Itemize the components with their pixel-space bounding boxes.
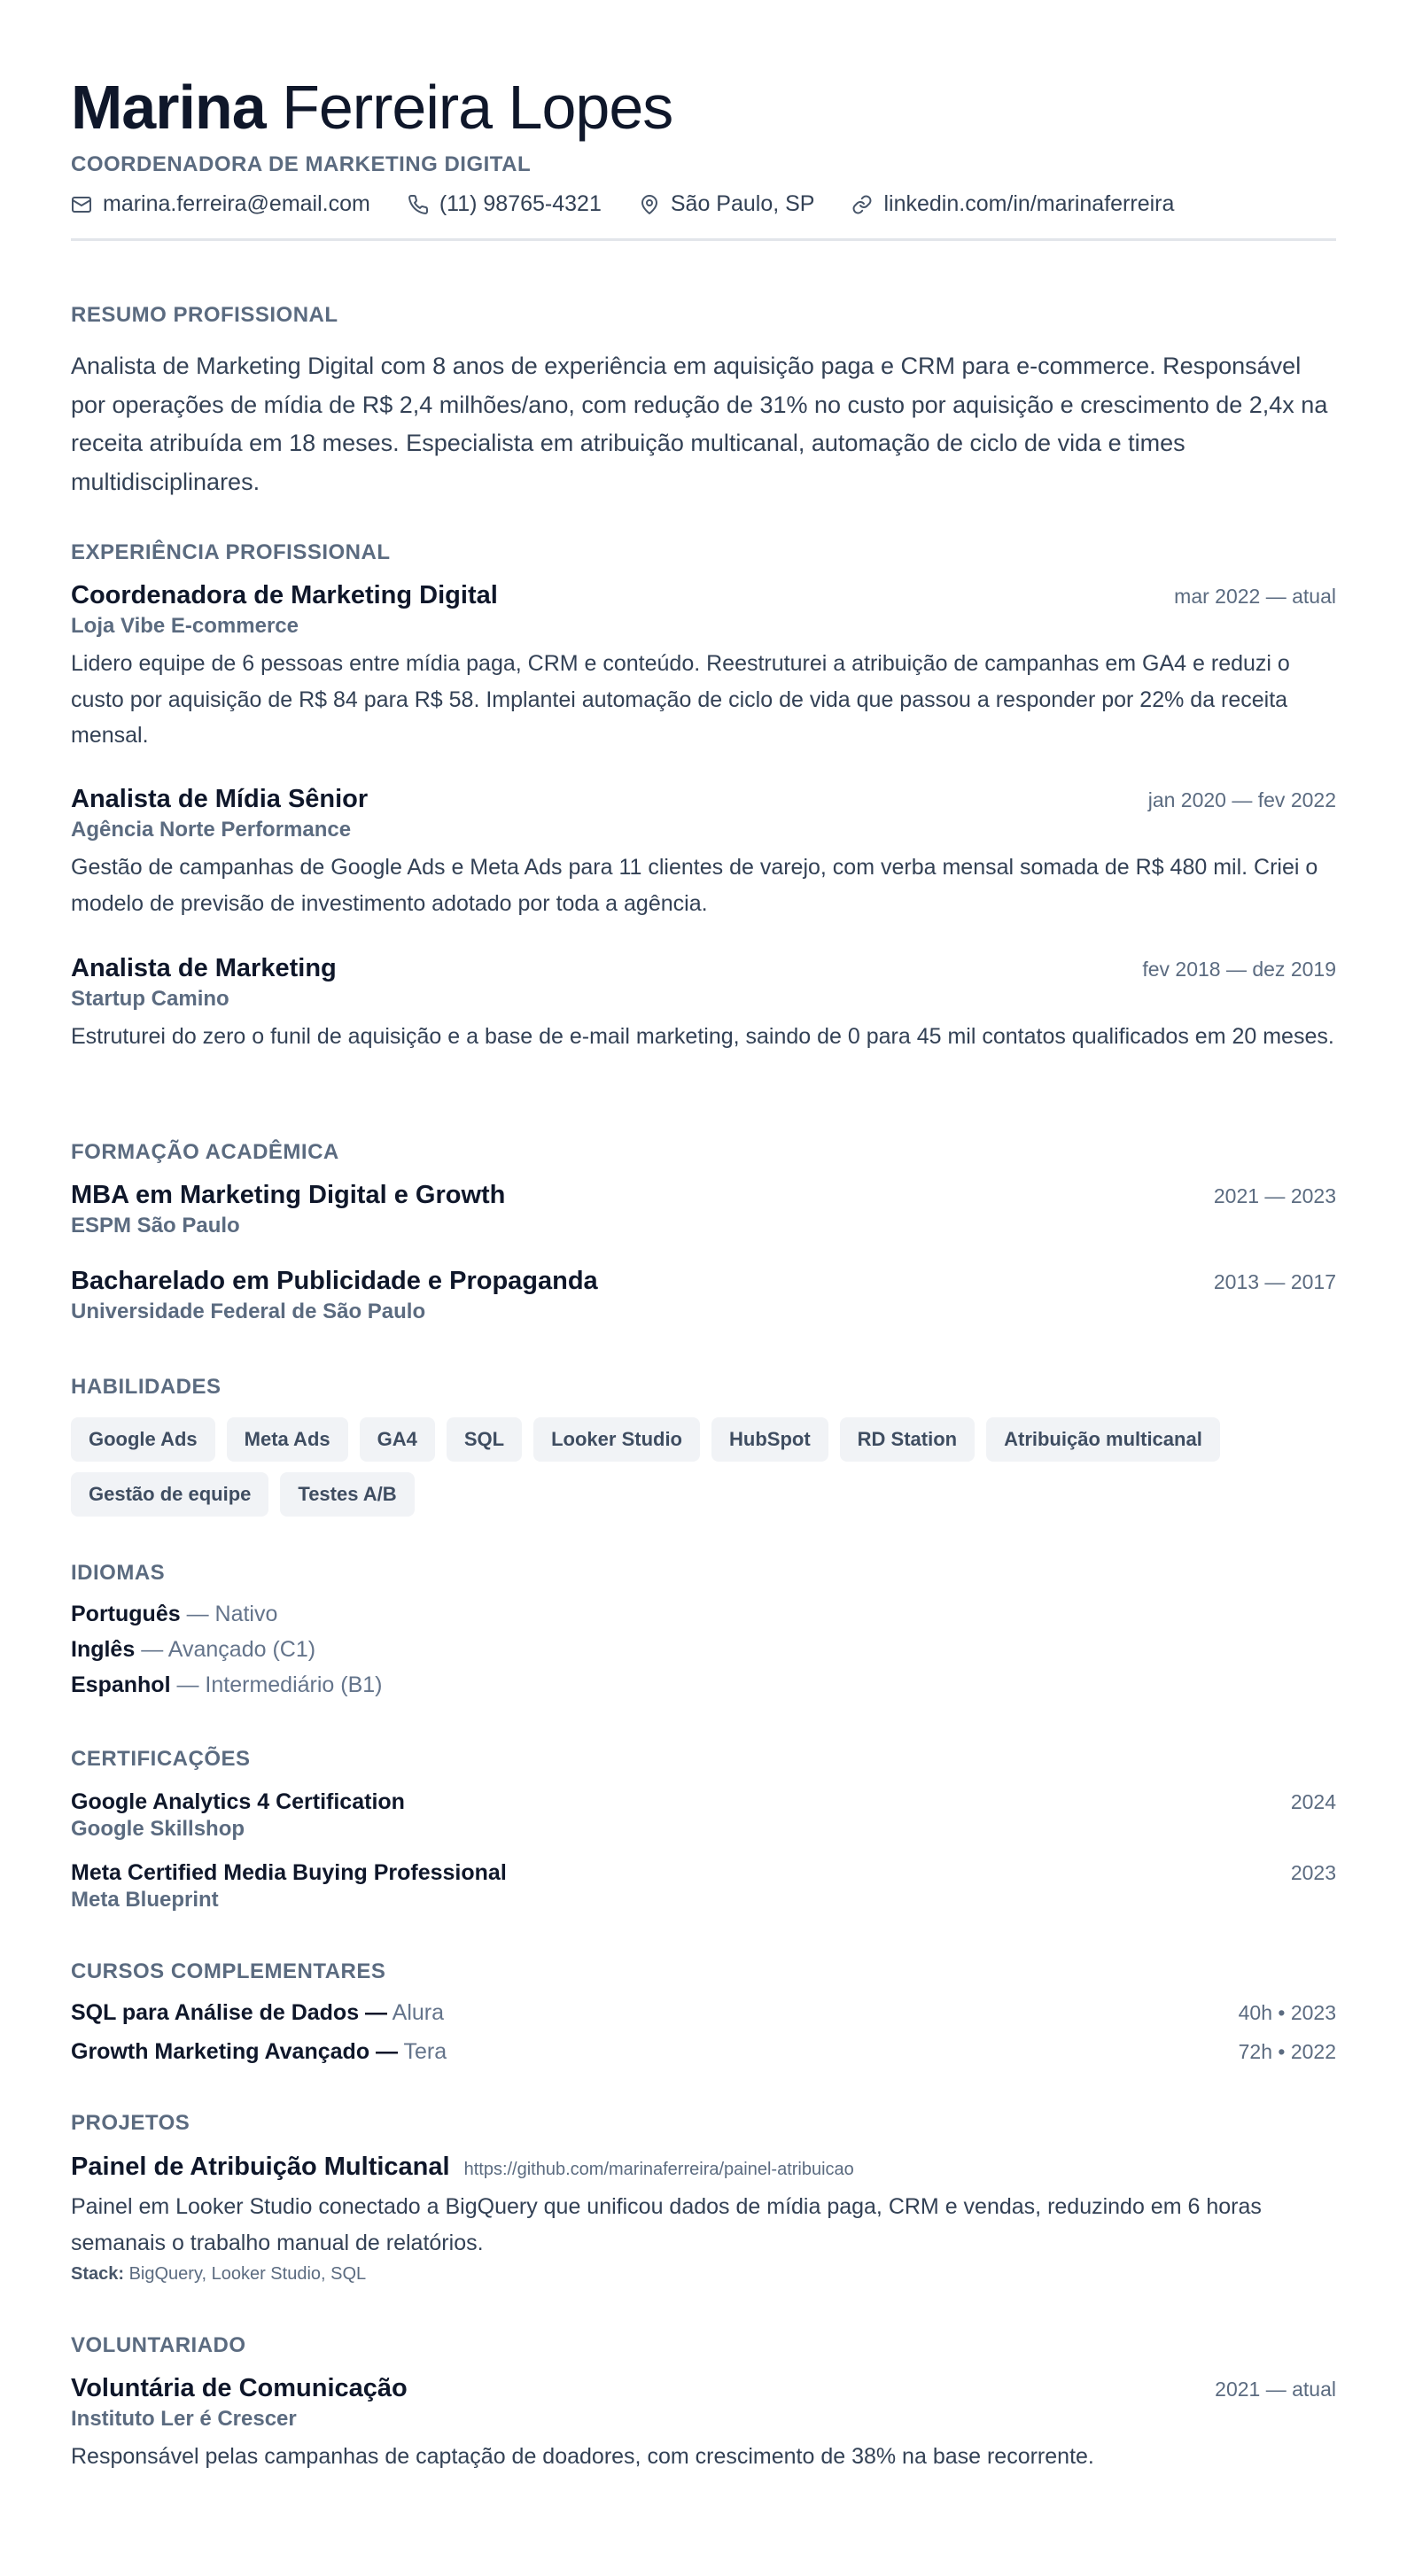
- experience-section: [71, 540, 1336, 565]
- certifications-heading: CERTIFICAÇÕES: [71, 1747, 251, 1771]
- experience-item: [71, 954, 1336, 1055]
- job-description: Gestão de campanhas de Google Ads e Meta Ads para 11 clientes de varejo, com verba mensal somada de R$ 480 mil. Criei o modelo de previsão de investimento adotado por toda a agência.: [71, 855, 1318, 916]
- course-provider: Alura: [392, 2000, 445, 2025]
- contact-bar: [71, 191, 1336, 217]
- volunteer-role: Voluntária de Comunicação: [71, 2374, 408, 2402]
- summary-text: Analista de Marketing Digital com 8 anos de experiência em aquisição paga e CRM para e-commerce. Responsável por operações de mídia de R$ 2,4 milhões/ano, com redução de 31% no custo por aquisição e crescimento de 2,4x na receita atribuída em 18 meses. Especialista em atribuição multicanal, automação de ciclo de vida e times multidisciplinares.: [71, 353, 1328, 495]
- contact-linkedin[interactable]: [851, 191, 1174, 217]
- job-dates: fev 2018 — dez 2019: [1142, 958, 1336, 981]
- language-name: Inglês: [71, 1637, 136, 1662]
- job-company: Loja Vibe E-commerce: [71, 614, 299, 638]
- language-name: Espanhol: [71, 1672, 171, 1697]
- skills-list: [71, 1417, 1336, 1527]
- course-name: SQL para Análise de Dados —: [71, 2000, 388, 2025]
- experience-heading: EXPERIÊNCIA PROFISSIONAL: [71, 540, 391, 564]
- skill-tag: RD Station: [840, 1417, 975, 1462]
- courses-heading: CURSOS COMPLEMENTARES: [71, 1959, 386, 1983]
- degree-dates: 2021 — 2023: [1213, 1184, 1336, 1207]
- language-level: — Intermediário (B1): [176, 1672, 383, 1697]
- certification-item: [71, 1860, 1336, 1913]
- languages-section: [71, 1561, 1336, 1703]
- job-description: Lidero equipe de 6 pessoas entre mídia paga, CRM e conteúdo. Reestruturei a atribuição de campanhas em GA4 e reduzi o custo por aquisição de R$ 84 para R$ 58. Implantei automação de ciclo de vida que passou a responder por 22% da receita mensal.: [71, 651, 1290, 748]
- skill-tag: HubSpot: [711, 1417, 828, 1462]
- skill-tag: Gestão de equipe: [71, 1472, 268, 1517]
- course-meta: 40h • 2023: [1238, 2001, 1336, 2024]
- email-text: marina.ferreira@email.com: [103, 191, 370, 216]
- contact-email[interactable]: [71, 191, 370, 217]
- summary-heading: RESUMO PROFISSIONAL: [71, 303, 338, 327]
- skill-tag: Google Ads: [71, 1417, 215, 1462]
- degree-name: Bacharelado em Publicidade e Propaganda: [71, 1267, 598, 1295]
- education-item: [71, 1181, 1336, 1238]
- certifications-section: [71, 1747, 1336, 1772]
- degree-name: MBA em Marketing Digital e Growth: [71, 1181, 506, 1209]
- link-icon: [851, 194, 873, 215]
- summary-section: [71, 303, 1336, 501]
- certification-item: [71, 1789, 1336, 1842]
- courses-section: [71, 1959, 1336, 2071]
- mail-icon: [71, 194, 92, 215]
- certification-name: Meta Certified Media Buying Professional: [71, 1860, 507, 1885]
- projects-section: [71, 2111, 1336, 2136]
- languages-heading: IDIOMAS: [71, 1561, 166, 1585]
- volunteer-description: Responsável pelas campanhas de captação de doadores, com crescimento de 38% na base recorrente.: [71, 2444, 1094, 2469]
- map-pin-icon: [639, 194, 660, 215]
- certification-year: 2023: [1290, 1861, 1336, 1884]
- volunteer-dates: 2021 — atual: [1215, 2378, 1336, 2401]
- language-name: Português: [71, 1602, 181, 1626]
- certification-name: Google Analytics 4 Certification: [71, 1789, 405, 1814]
- job-dates: mar 2022 — atual: [1174, 585, 1336, 608]
- first-name: Marina: [71, 73, 266, 142]
- course-provider: Tera: [403, 2039, 447, 2064]
- last-name: Ferreira Lopes: [282, 73, 673, 142]
- contact-location: [639, 191, 815, 217]
- skills-heading: HABILIDADES: [71, 1375, 222, 1399]
- language-item: [71, 1632, 1336, 1667]
- education-heading: FORMAÇÃO ACADÊMICA: [71, 1140, 339, 1164]
- school-name: Universidade Federal de São Paulo: [71, 1300, 426, 1323]
- contact-phone[interactable]: [408, 191, 602, 217]
- job-title: COORDENADORA DE MARKETING DIGITAL: [71, 152, 532, 176]
- project-description: Painel em Looker Studio conectado a BigQuery que unificou dados de mídia paga, CRM e vendas, reduzindo em 6 horas semanais o trabalho manual de relatórios.: [71, 2194, 1262, 2255]
- experience-item: [71, 581, 1336, 754]
- candidate-name: [71, 67, 1336, 147]
- job-description: Estruturei do zero o funil de aquisição e a base de e-mail marketing, saindo de 0 para 45 mil contatos qualificados em 20 meses.: [71, 1024, 1334, 1049]
- job-role: Analista de Mídia Sênior: [71, 785, 369, 813]
- school-name: ESPM São Paulo: [71, 1214, 240, 1238]
- course-meta: 72h • 2022: [1238, 2040, 1336, 2063]
- header-divider: [71, 238, 1336, 241]
- stack-value: BigQuery, Looker Studio, SQL: [128, 2264, 367, 2284]
- skill-tag: SQL: [447, 1417, 522, 1462]
- experience-item: [71, 785, 1336, 921]
- volunteer-heading: VOLUNTARIADO: [71, 2333, 246, 2357]
- skill-tag: Meta Ads: [227, 1417, 348, 1462]
- skill-tag: Atribuição multicanal: [986, 1417, 1220, 1462]
- project-item: [71, 2153, 1336, 2285]
- job-role: Coordenadora de Marketing Digital: [71, 581, 498, 609]
- skill-tag: Looker Studio: [533, 1417, 700, 1462]
- phone-icon: [408, 194, 429, 215]
- project-name: Painel de Atribuição Multicanal: [71, 2153, 450, 2181]
- volunteer-item: [71, 2374, 1336, 2475]
- job-role: Analista de Marketing: [71, 954, 337, 982]
- certification-year: 2024: [1290, 1790, 1336, 1813]
- education-section: [71, 1140, 1336, 1165]
- language-item: [71, 1667, 1336, 1703]
- job-dates: jan 2020 — fev 2022: [1147, 788, 1336, 811]
- linkedin-text: linkedin.com/in/marinaferreira: [883, 191, 1175, 216]
- degree-dates: 2013 — 2017: [1213, 1270, 1336, 1293]
- job-company: Agência Norte Performance: [71, 818, 352, 842]
- education-item: [71, 1267, 1336, 1324]
- phone-text: (11) 98765-4321: [439, 191, 602, 216]
- skills-section: [71, 1375, 1336, 1527]
- project-stack: [71, 2264, 1336, 2285]
- skill-tag: Testes A/B: [280, 1472, 414, 1517]
- project-link[interactable]: https://github.com/marinaferreira/painel-atribuicao: [463, 2160, 854, 2179]
- course-item: [71, 2032, 1336, 2071]
- volunteer-org: Instituto Ler é Crescer: [71, 2407, 297, 2431]
- certification-issuer: Meta Blueprint: [71, 1888, 219, 1912]
- skill-tag: GA4: [360, 1417, 435, 1462]
- location-text: São Paulo, SP: [670, 191, 815, 216]
- language-item: [71, 1596, 1336, 1632]
- course-item: [71, 1993, 1336, 2032]
- projects-heading: PROJETOS: [71, 2111, 190, 2135]
- course-name: Growth Marketing Avançado —: [71, 2039, 399, 2064]
- language-level: — Avançado (C1): [141, 1637, 316, 1662]
- stack-label: Stack:: [71, 2264, 125, 2284]
- language-level: — Nativo: [186, 1602, 278, 1626]
- certification-issuer: Google Skillshop: [71, 1817, 245, 1841]
- volunteer-section: [71, 2333, 1336, 2358]
- job-company: Startup Camino: [71, 987, 229, 1011]
